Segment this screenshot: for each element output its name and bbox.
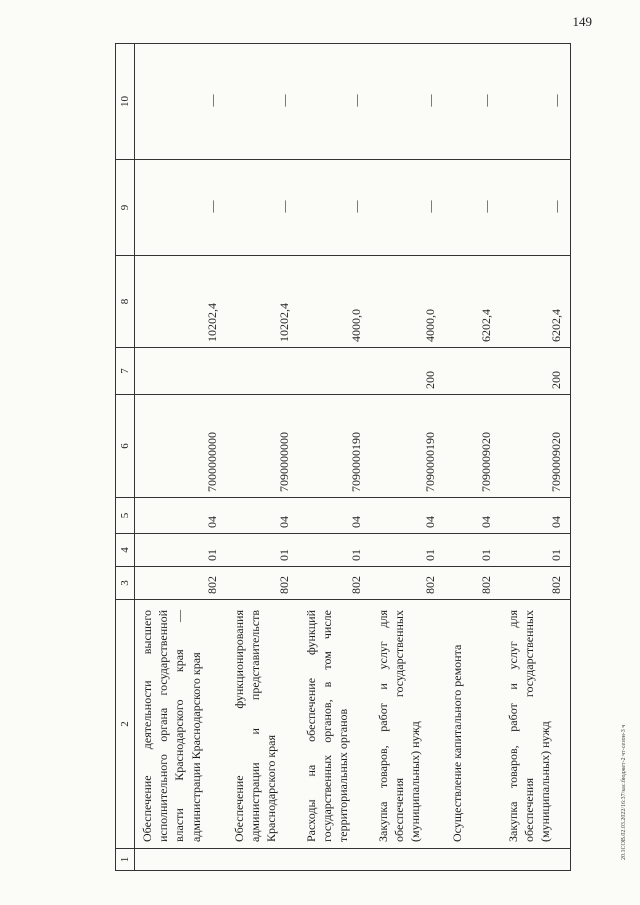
rotated-table-container bbox=[115, 44, 615, 871]
cell-col3: 802 bbox=[227, 567, 299, 600]
column-header: 7 bbox=[116, 348, 135, 395]
column-header: 3 bbox=[116, 567, 135, 600]
cell-col9: — bbox=[135, 160, 227, 256]
item-name: Обеспечение функционирования администрации и представительств Краснодарского края bbox=[227, 600, 299, 849]
row-number-cell bbox=[445, 849, 501, 871]
table-row bbox=[501, 44, 571, 871]
cell-col9: — bbox=[501, 160, 571, 256]
item-name: Обеспечение деятельности высшего исполнительного органа государственной власти Краснодарского края — администрации Краснодарского края bbox=[135, 600, 227, 849]
cell-col4: 01 bbox=[501, 534, 571, 567]
item-name: Осуществление капитального ремонта bbox=[445, 600, 501, 849]
table-row bbox=[227, 44, 299, 871]
cell-col4: 01 bbox=[445, 534, 501, 567]
cell-col5: 04 bbox=[445, 498, 501, 534]
cell-col4: 01 bbox=[135, 534, 227, 567]
row-number-cell bbox=[299, 849, 371, 871]
column-header: 4 bbox=[116, 534, 135, 567]
cell-col3: 802 bbox=[299, 567, 371, 600]
page-number: 149 bbox=[572, 14, 592, 29]
cell-col8: 10202,4 bbox=[135, 256, 227, 348]
cell-col3: 802 bbox=[135, 567, 227, 600]
cell-col8: 10202,4 bbox=[227, 256, 299, 348]
cell-col5: 04 bbox=[227, 498, 299, 534]
cell-col5: 04 bbox=[299, 498, 371, 534]
table-row bbox=[299, 44, 371, 871]
cell-col3: 802 bbox=[445, 567, 501, 600]
cell-col5: 04 bbox=[135, 498, 227, 534]
cell-col7: 200 bbox=[371, 348, 445, 395]
cell-col5: 04 bbox=[371, 498, 445, 534]
cell-col4: 01 bbox=[299, 534, 371, 567]
cell-col6: 7090000000 bbox=[227, 395, 299, 498]
budget-table bbox=[115, 43, 571, 871]
cell-col10: — bbox=[371, 44, 445, 160]
cell-col8: 6202,4 bbox=[445, 256, 501, 348]
item-name: Закупка товаров, работ и услуг для обеспечения государственных (муниципальных) нужд bbox=[501, 600, 571, 849]
cell-col8: 6202,4 bbox=[501, 256, 571, 348]
cell-col9: — bbox=[445, 160, 501, 256]
table-row bbox=[371, 44, 445, 871]
row-number-cell bbox=[135, 849, 227, 871]
column-header: 2 bbox=[116, 600, 135, 849]
cell-col8: 4000,0 bbox=[299, 256, 371, 348]
cell-col6: 7090009020 bbox=[501, 395, 571, 498]
cell-col8: 4000,0 bbox=[371, 256, 445, 348]
cell-col7 bbox=[135, 348, 227, 395]
cell-col7 bbox=[299, 348, 371, 395]
cell-col7 bbox=[445, 348, 501, 395]
cell-col9: — bbox=[371, 160, 445, 256]
cell-col3: 802 bbox=[371, 567, 445, 600]
cell-col6: 7000000000 bbox=[135, 395, 227, 498]
cell-col10: — bbox=[445, 44, 501, 160]
cell-col10: — bbox=[227, 44, 299, 160]
column-header: 5 bbox=[116, 498, 135, 534]
cell-col7 bbox=[227, 348, 299, 395]
cell-col4: 01 bbox=[371, 534, 445, 567]
column-header: 10 bbox=[116, 44, 135, 160]
item-name: Расходы на обеспечение функций государственных органов, в том числе территориальных органов bbox=[299, 600, 371, 849]
cell-col10: — bbox=[299, 44, 371, 160]
column-header: 6 bbox=[116, 395, 135, 498]
cell-col7: 200 bbox=[501, 348, 571, 395]
side-note: 20.1СОВ.02.03.2022/16:37/кас.бюджет-2 чт-сезон-3 ч bbox=[621, 724, 627, 860]
column-header: 8 bbox=[116, 256, 135, 348]
row-number-cell bbox=[227, 849, 299, 871]
column-header: 1 bbox=[116, 849, 135, 871]
cell-col5: 04 bbox=[501, 498, 571, 534]
table-row bbox=[135, 44, 227, 871]
row-number-cell bbox=[371, 849, 445, 871]
cell-col3: 802 bbox=[501, 567, 571, 600]
column-header: 9 bbox=[116, 160, 135, 256]
cell-col6: 7090009020 bbox=[445, 395, 501, 498]
row-number-cell bbox=[501, 849, 571, 871]
cell-col9: — bbox=[299, 160, 371, 256]
cell-col6: 7090000190 bbox=[299, 395, 371, 498]
item-name: Закупка товаров, работ и услуг для обеспечения государственных (муниципальных) нужд bbox=[371, 600, 445, 849]
cell-col6: 7090000190 bbox=[371, 395, 445, 498]
cell-col10: — bbox=[501, 44, 571, 160]
cell-col10: — bbox=[135, 44, 227, 160]
cell-col9: — bbox=[227, 160, 299, 256]
header-row bbox=[116, 44, 135, 871]
table-row bbox=[445, 44, 501, 871]
cell-col4: 01 bbox=[227, 534, 299, 567]
